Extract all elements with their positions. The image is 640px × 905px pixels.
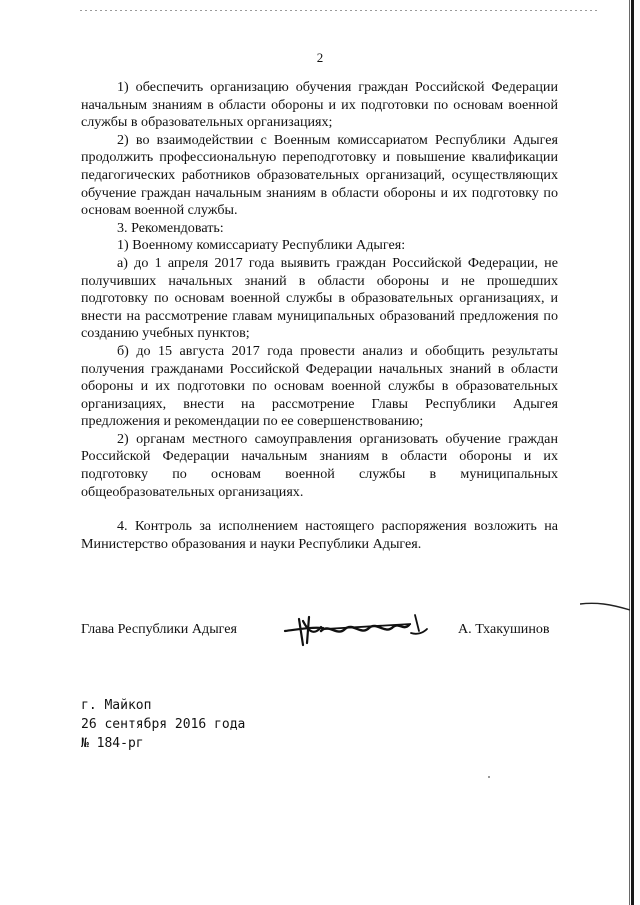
margin-pen-stroke — [580, 598, 630, 614]
handwritten-signature — [281, 609, 431, 649]
scan-dust — [488, 776, 490, 778]
paragraph-5: а) до 1 апреля 2017 года выявить граждан Российской Федерации, не получивших начальных знаний в области обороны и не прошедших подготовку по основам военной службы в образовательных организациях, и внести на рассмотрение главам муниципальных образований предложения по созданию учебных пунктов; — [81, 254, 558, 342]
signature-block — [81, 615, 561, 655]
scan-edge-right-inner — [629, 0, 630, 905]
page-number: 2 — [316, 50, 324, 65]
issue-date: 26 сентября 2016 года — [81, 717, 246, 732]
document-body — [81, 79, 558, 553]
signatory-position: Глава Республики Адыгея — [81, 621, 238, 637]
issue-number: № 184-рг — [81, 736, 144, 751]
paragraph-6: б) до 15 августа 2017 года провести анализ и обобщить результаты получения гражданами Российской Федерации начальных знаний в области обороны и их подготовки по основам военной службы в образовательных организациях, внести на рассмотрение Главы Республики Адыгея предложения и рекомендации по ее совершенствованию; — [81, 342, 558, 430]
paragraph-4: 1) Военному комиссариату Республики Адыгея: — [117, 237, 406, 254]
scan-edge-top — [0, 0, 640, 6]
paragraph-2: 2) во взаимодействии с Военным комиссариатом Республики Адыгея продолжить профессиональную переподготовку и повышение квалификации педагогических работников образовательных организаций, осуществляющих обучение граждан начальным знаниям в области обороны и их подготовку по основам военной службы. — [81, 131, 558, 219]
scan-edge-right — [631, 0, 634, 905]
scan-artifact-line — [80, 10, 600, 11]
paragraph-3: 3. Рекомендовать: — [117, 219, 224, 236]
paragraph-8: 4. Контроль за исполнением настоящего распоряжения возложить на Министерство образования и науки Республики Адыгея. — [81, 518, 558, 552]
paragraph-7: 2) органам местного самоуправления организовать обучение граждан Российской Федерации начальным знаниям в области обороны и их подготовку по основам военной службы в муниципальных общеобразовательных организациях. — [81, 430, 558, 500]
issue-info — [81, 696, 245, 753]
issue-place: г. Майкоп — [81, 698, 152, 713]
signatory-name: А. Тхакушинов — [458, 621, 550, 637]
paragraph-1: 1) обеспечить организацию обучения граждан Российской Федерации начальным знаниям в области обороны и их подготовки по основам военной службы в образовательных организациях; — [81, 79, 558, 131]
